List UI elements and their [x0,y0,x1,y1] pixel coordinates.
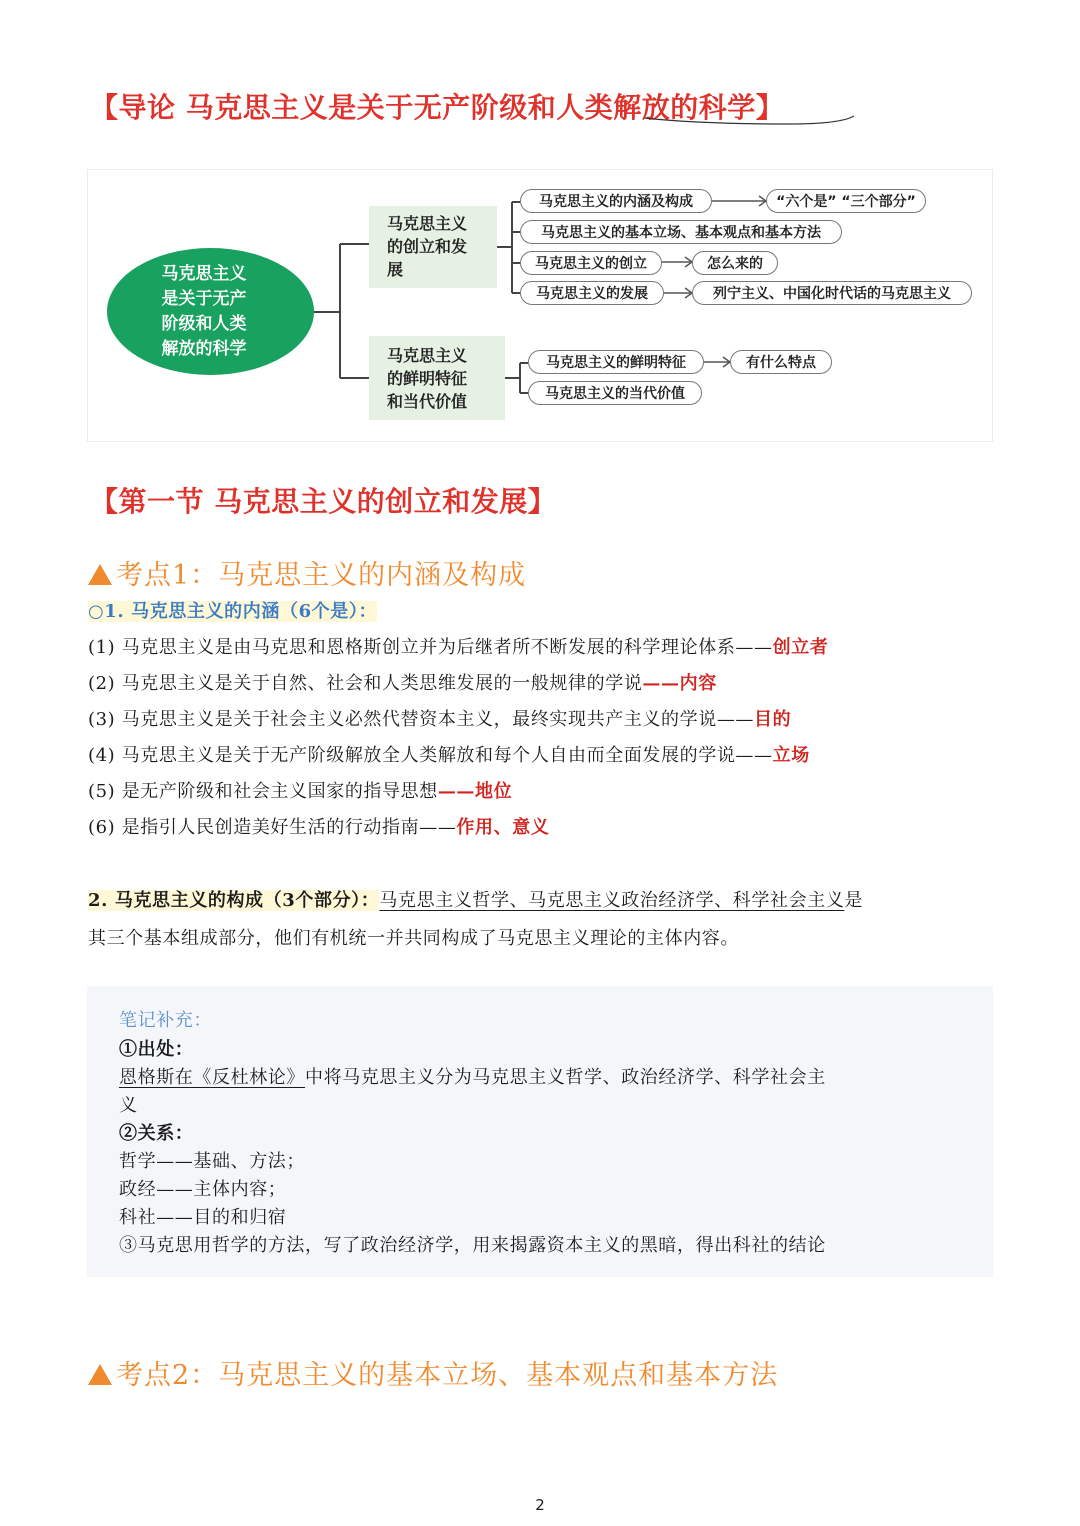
branch-line: 展 [387,260,404,279]
item-text: (2) 马克思主义是关于自然、社会和人类思维发展的一般规律的学说 [88,673,643,694]
mindmap-node: 马克思主义的基本立场、基本观点和基本方法 [520,220,842,244]
root-line: 解放的科学 [161,338,247,359]
mindmap-branch-founding [369,206,497,288]
mindmap-node-note: 怎么来的 [692,251,778,275]
root-line: 阶级和人类 [161,313,247,334]
composition-label: 2. 马克思主义的构成（3个部分）： [88,890,380,911]
kaodian-heading [88,1353,778,1392]
item-key: ——内容 [642,673,717,694]
note-line: 科社——目的和归宿 [119,1207,287,1228]
triangle-icon [88,564,112,585]
item-key: 立场 [772,745,810,766]
item-key: 目的 [754,709,792,730]
branch-line: 马克思主义 [387,214,468,233]
mindmap-node: 马克思主义的当代价值 [528,381,702,405]
mindmap-node: 马克思主义的内涵及构成 [520,189,712,213]
composition-rest: 是 [844,890,863,911]
mindmap-branch-features [369,336,505,420]
item-text: (1) 马克思主义是由马克思和恩格斯创立并为后继者所不断发展的科学理论体系—— [88,637,773,658]
subheading-text: ○1. 马克思主义的内涵（6个是）： [88,601,378,622]
composition-line-1 [88,886,863,912]
item-text: (3) 马克思主义是关于社会主义必然代替资本主义，最终实现共产主义的学说—— [88,709,755,730]
note-underlined: 恩格斯在《反杜林论》 [119,1067,305,1088]
note-line [119,1063,826,1089]
branch-line: 马克思主义 [387,346,468,365]
mindmap-node: 马克思主义的鲜明特征 [528,350,704,374]
item-key: 创立者 [772,637,829,658]
intro-title: 【导论 马克思主义是关于无产阶级和人类解放的科学】 [90,91,785,124]
item-text: (6) 是指引人民创造美好生活的行动指南—— [88,817,457,838]
note-line: 义 [119,1095,138,1116]
composition-underlined: 马克思主义哲学、马克思主义政治经济学、科学社会主义 [379,890,845,911]
note-line: ③马克思用哲学的方法，写了政治经济学，用来揭露资本主义的黑暗，得出科社的结论 [119,1235,826,1256]
list-item [88,813,549,839]
branch-line: 和当代价值 [387,392,468,411]
item-key: 作用、意义 [456,817,550,838]
mindmap-root [107,248,314,375]
mindmap-node-note: “六个是” “三个部分” [766,189,926,213]
list-item [88,633,828,659]
item-key: ——地位 [437,781,513,802]
item-text: (5) 是无产阶级和社会主义国家的指导思想 [88,781,438,802]
mindmap-node-note: 有什么特点 [730,350,832,374]
list-item [88,777,512,803]
root-line: 是关于无产 [161,288,247,309]
section-title: 【第一节 马克思主义的创立和发展】 [90,485,557,518]
triangle-icon [88,1364,112,1385]
note-title: 笔记补充： [119,1010,212,1031]
branch-line: 的鲜明特征 [387,369,468,388]
kaodian-text: 考点2：马克思主义的基本立场、基本观点和基本方法 [116,1360,779,1391]
branch-line: 的创立和发 [387,237,468,256]
list-item [88,669,717,695]
note-box [87,986,993,1277]
note-line: 哲学——基础、方法； [119,1151,305,1172]
note-line: 政经——主体内容； [119,1179,287,1200]
page-number: 2 [535,1496,545,1514]
kaodian-heading [88,553,526,592]
mindmap-node-note: 列宁主义、中国化时代话的马克思主义 [692,281,972,305]
note-heading: ②关系： [119,1123,194,1144]
list-item [88,705,791,731]
note-heading: ①出处： [119,1039,194,1060]
mindmap-node: 马克思主义的发展 [520,281,664,305]
note-text: 中将马克思主义分为马克思主义哲学、政治经济学、科学社会主 [305,1067,826,1088]
kaodian-text: 考点1：马克思主义的内涵及构成 [116,560,527,591]
root-line: 马克思主义 [161,263,247,284]
subheading-meaning [88,597,377,623]
list-item [88,741,810,767]
item-text: (4) 马克思主义是关于无产阶级解放全人类解放和每个人自由而全面发展的学说—— [88,745,773,766]
composition-line-2: 其三个基本组成部分，他们有机统一并共同构成了马克思主义理论的主体内容。 [88,928,739,949]
mindmap-node: 马克思主义的创立 [520,251,662,275]
